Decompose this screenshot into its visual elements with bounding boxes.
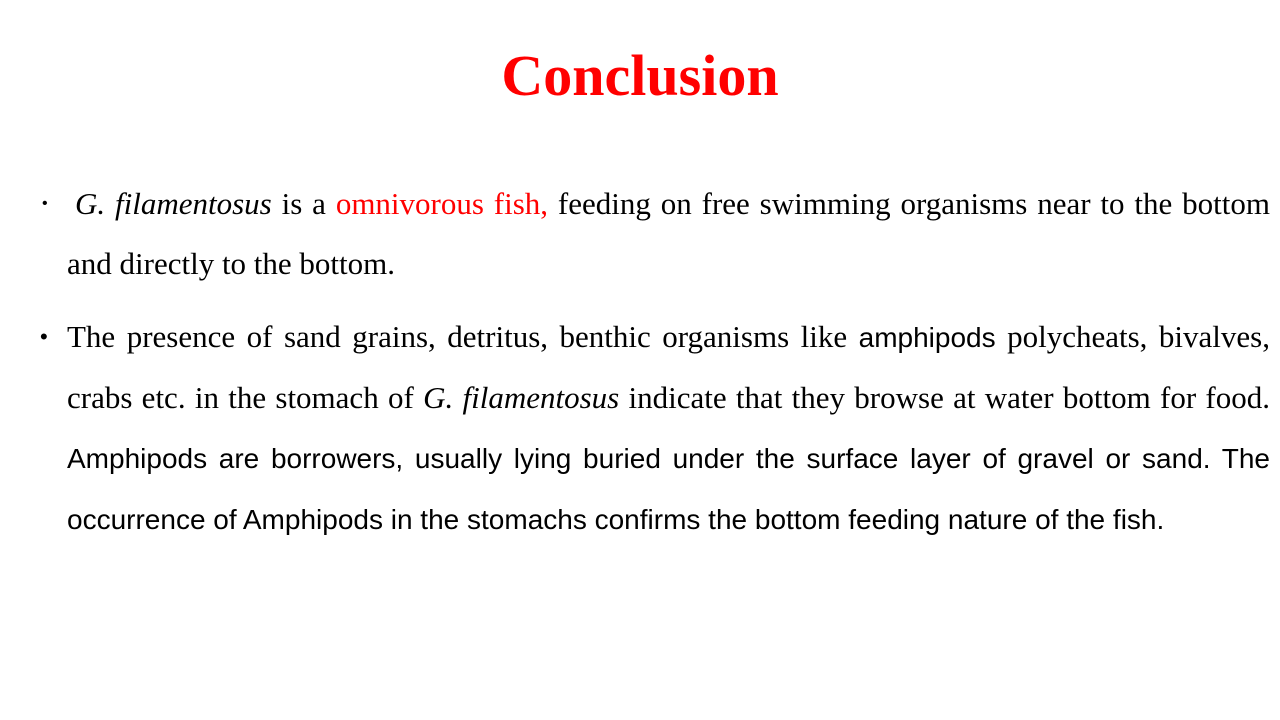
slide-title: Conclusion <box>501 43 779 108</box>
bullet2-sans-a: amphipods <box>858 322 996 353</box>
bullet1-text-b: feeding on free swimming organisms near to the bottom and directly to the bottom. <box>67 186 1270 281</box>
bullet2-text-c: indicate that they browse at water bottom for food. <box>619 380 1270 415</box>
bullet1-text-a: is a <box>271 186 336 221</box>
highlight-text: omnivorous fish, <box>335 186 549 221</box>
bullet-marker: • <box>40 324 48 349</box>
bullet2-text-a: The presence of sand grains, detritus, benthic organisms like <box>67 319 859 354</box>
bullet2-sans-b: Amphipods are borrowers, usually lying buried under the surface layer of gravel or sand. The occurrence of Amphipods in the stomachs confirms the bottom feeding nature of the fish. <box>67 443 1270 535</box>
bullet-marker: • <box>42 195 48 212</box>
bullet2-text-b: polycheats, bivalves, crabs etc. in the stomach of <box>67 319 1270 415</box>
bullet-list <box>40 174 1270 550</box>
bullet-item-1 <box>40 174 1270 294</box>
species-name: G. filamentosus <box>75 186 272 221</box>
species-name: G. filamentosus <box>423 380 620 415</box>
bullet-item-2 <box>40 307 1270 550</box>
